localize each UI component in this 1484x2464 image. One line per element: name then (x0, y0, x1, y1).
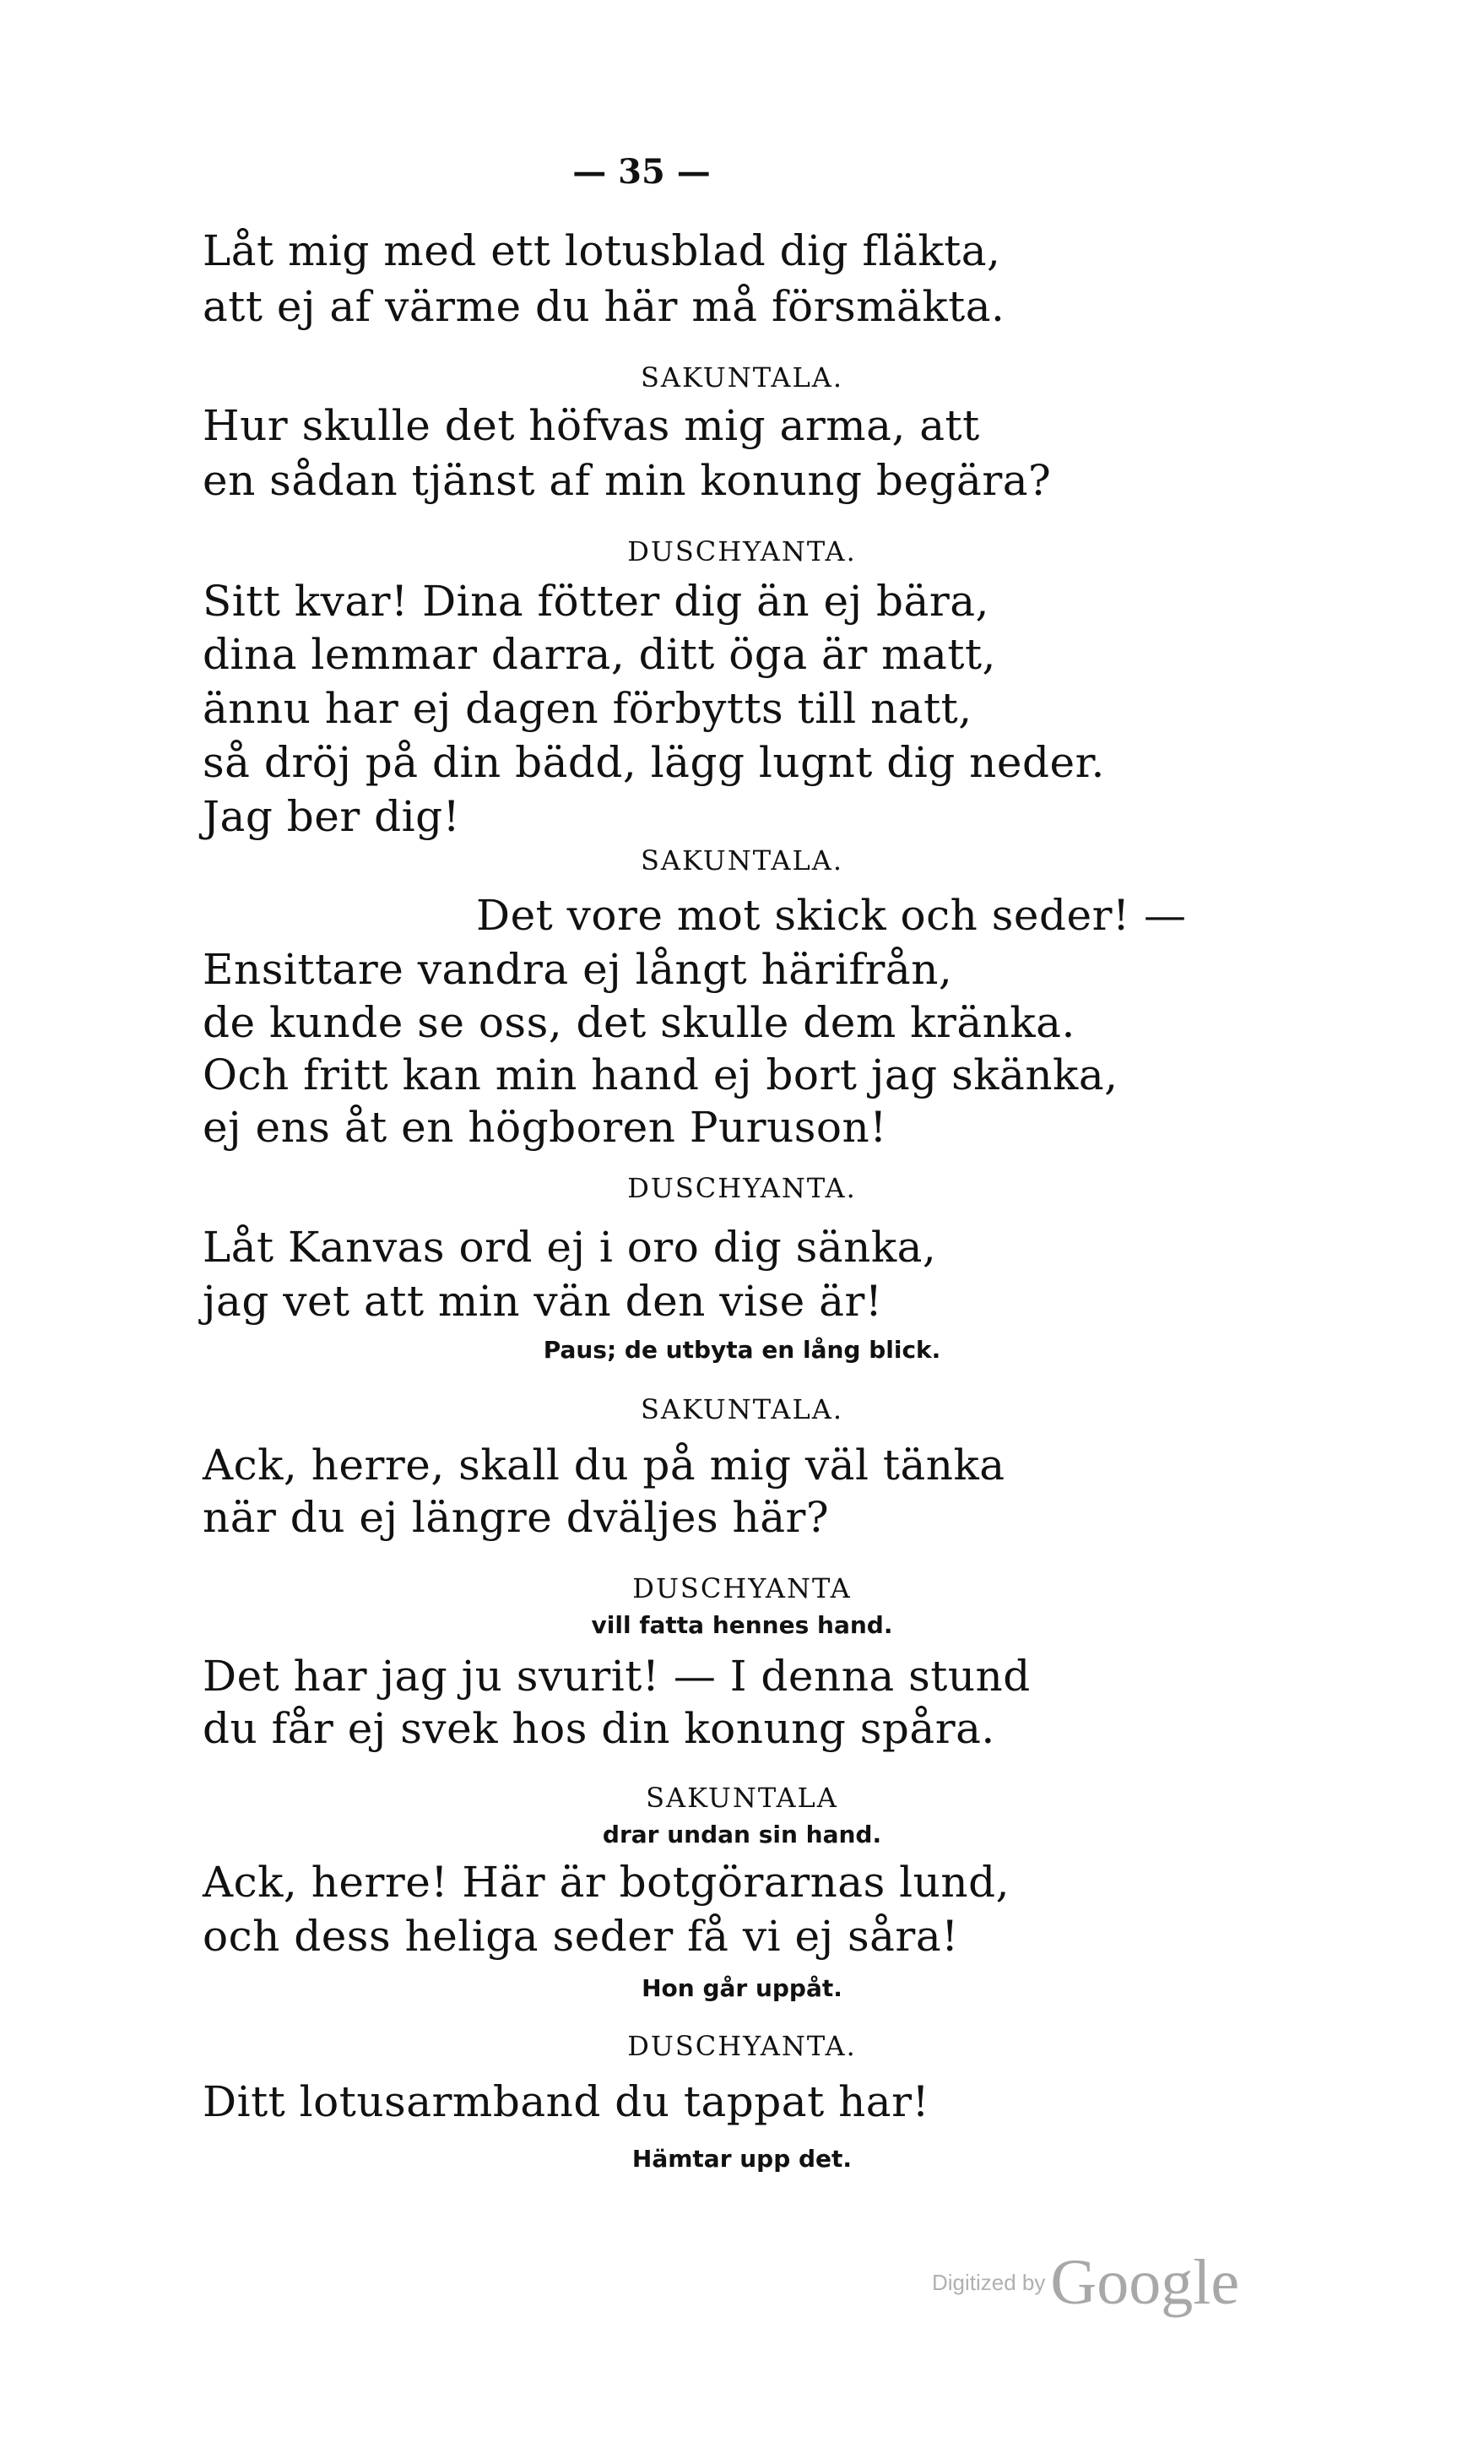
verse-line: Det har jag ju svurit! — I denna stund (203, 1652, 1031, 1701)
speaker-name: DUSCHYANTA. (627, 1172, 857, 1204)
verse-line: att ej af värme du här må försmäkta. (203, 282, 1005, 331)
speaker-name: SAKUNTALA. (641, 1393, 843, 1425)
digitized-by-label: Digitized by (932, 2270, 1046, 2295)
verse-line: Låt mig med ett lotusblad dig fläkta, (203, 226, 1001, 275)
stage-direction: drar undan sin hand. (602, 1821, 882, 1848)
verse-line: Ack, herre, skall du på mig väl tänka (203, 1441, 1005, 1490)
speaker-name: SAKUNTALA. (641, 361, 843, 393)
verse-line: ännu har ej dagen förbytts till natt, (203, 684, 972, 733)
verse-line: så dröj på din bädd, lägg lugnt dig neder. (203, 738, 1105, 787)
verse-line: när du ej längre dväljes här? (203, 1493, 830, 1542)
speaker-name: DUSCHYANTA (632, 1572, 852, 1604)
stage-direction: Hon går uppåt. (642, 1974, 842, 2002)
verse-line: Ensittare vandra ej långt härifrån, (203, 945, 953, 994)
verse-line: jag vet att min vän den vise är! (203, 1277, 883, 1326)
verse-line: Det vore mot skick och seder! — (476, 891, 1187, 940)
speaker-name: SAKUNTALA. (641, 844, 843, 877)
stage-direction: Paus; de utbyta en lång blick. (543, 1336, 941, 1364)
stage-direction: vill fatta hennes hand. (591, 1611, 893, 1639)
verse-line: de kunde se oss, det skulle dem kränka. (203, 998, 1075, 1047)
speaker-name: SAKUNTALA (646, 1782, 838, 1814)
verse-line: dina lemmar darra, ditt öga är matt, (203, 630, 996, 679)
speaker-name: DUSCHYANTA. (627, 535, 857, 567)
verse-line: Hur skulle det höfvas mig arma, att (203, 401, 980, 450)
google-logo-text: Google (1050, 2247, 1240, 2318)
verse-line: Ack, herre! Här är botgörarnas lund, (203, 1858, 1010, 1907)
verse-line: Ditt lotusarmband du tappat har! (203, 2077, 930, 2126)
speaker-name: DUSCHYANTA. (627, 2030, 857, 2062)
verse-line: Sitt kvar! Dina fötter dig än ej bära, (203, 577, 989, 626)
verse-line: och dess heliga seder få vi ej såra! (203, 1912, 959, 1961)
verse-line: Och fritt kan min hand ej bort jag skänka, (203, 1050, 1118, 1099)
digitized-by-google-watermark (932, 2246, 1239, 2320)
verse-line: du får ej svek hos din konung spåra. (203, 1704, 995, 1753)
verse-line: ej ens åt en högboren Puruson! (203, 1103, 887, 1152)
page-number: — 35 — (572, 152, 711, 192)
verse-line: en sådan tjänst af min konung begära? (203, 456, 1052, 505)
verse-line: Jag ber dig! (203, 792, 461, 841)
verse-line: Låt Kanvas ord ej i oro dig sänka, (203, 1223, 937, 1272)
stage-direction: Hämtar upp det. (631, 2145, 853, 2173)
